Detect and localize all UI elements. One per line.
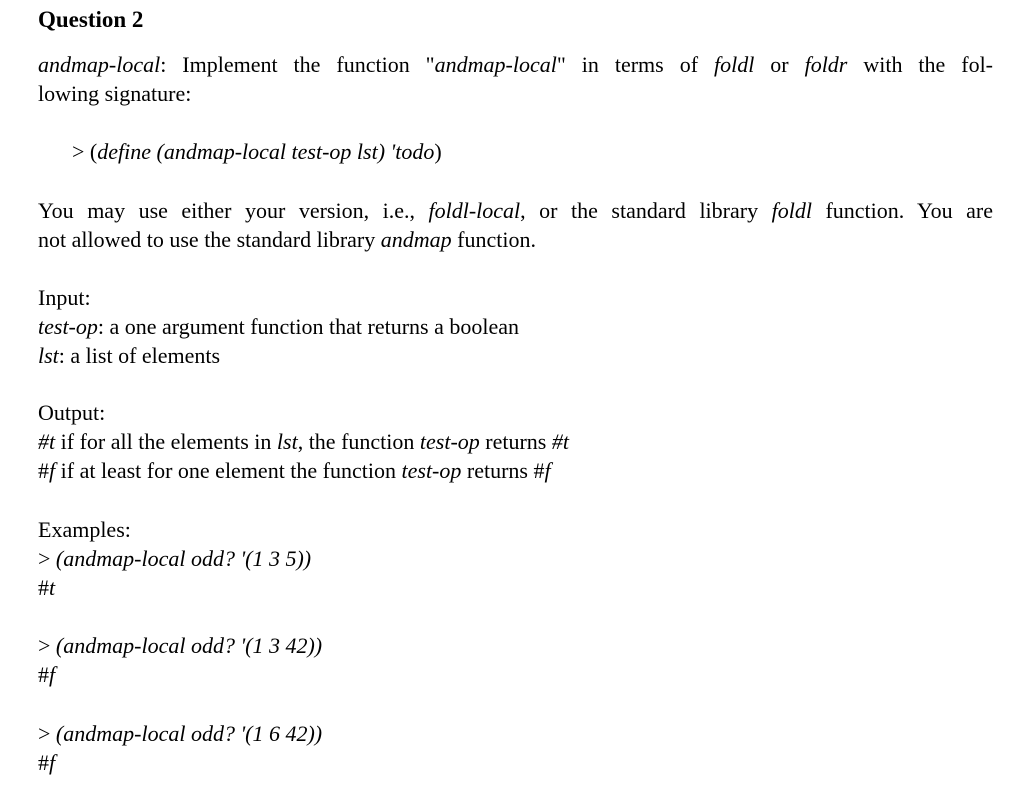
example-2-expr: (andmap-local odd? '(1 3 42))	[55, 633, 323, 658]
input-test-op	[38, 312, 993, 341]
output-f-value: f	[49, 458, 56, 483]
output-f-result-hash: #	[533, 458, 545, 483]
example-1-value: t	[49, 575, 56, 600]
output-t-result: #t	[551, 429, 569, 454]
output-true-value: #t	[38, 429, 56, 454]
usage-a: You may use either your version, i.e.,	[38, 198, 429, 223]
foldl-local-term: foldl-local	[428, 198, 521, 223]
intro-or: or	[754, 52, 805, 77]
examples-label: Examples:	[38, 517, 131, 542]
example-1-prompt: >	[38, 546, 56, 571]
example-2-prompt: >	[38, 633, 56, 658]
usage-line-1	[38, 196, 993, 225]
intro-text-a: : Implement the function "	[160, 52, 435, 77]
output-t-text-a: if for all the elements in	[55, 429, 277, 454]
intro-line-1	[38, 50, 993, 79]
intro-paragraph	[38, 50, 993, 108]
output-false-line	[38, 456, 993, 485]
usage-b: , or the standard library	[520, 198, 772, 223]
intro-line-2: lowing signature:	[38, 81, 192, 106]
output-t-test-op: test-op	[419, 429, 480, 454]
fn-name-quoted: andmap-local	[434, 52, 557, 77]
input-section	[38, 283, 993, 370]
output-t-lst: lst	[276, 429, 298, 454]
fn-name: andmap-local	[38, 52, 161, 77]
lst-name: lst	[38, 343, 59, 368]
foldl-term: foldl	[713, 52, 755, 77]
output-label: Output:	[38, 400, 106, 425]
signature-todo: 'todo	[390, 139, 435, 164]
output-f-text-b: returns	[461, 458, 534, 483]
example-2-hash: #	[38, 662, 49, 687]
output-t-text-c: returns	[479, 429, 552, 454]
example-1-hash: #	[38, 575, 49, 600]
input-lst	[38, 341, 993, 370]
example-1-call	[38, 544, 311, 573]
output-section	[38, 398, 993, 485]
example-3-value: f	[49, 750, 56, 775]
usage-c: function. You are	[811, 198, 994, 223]
intro-text-b: " in terms of	[556, 52, 714, 77]
example-3-call	[38, 719, 322, 748]
signature-prompt: >	[72, 139, 90, 164]
output-f-text-a: if at least for one element the function	[55, 458, 402, 483]
example-2-result	[38, 660, 55, 689]
output-true-line	[38, 427, 993, 456]
test-op-name: test-op	[38, 314, 98, 339]
question-heading: Question 2	[38, 7, 144, 32]
signature-call: (andmap-local test-op lst)	[151, 139, 391, 164]
example-3-expr: (andmap-local odd? '(1 6 42))	[55, 721, 323, 746]
example-1-result	[38, 573, 55, 602]
usage-line-2	[38, 225, 993, 254]
usage-paragraph	[38, 196, 993, 254]
andmap-term: andmap	[380, 227, 452, 252]
example-3-result	[38, 748, 55, 777]
usage-line2-b: function.	[451, 227, 536, 252]
signature-open: (	[89, 139, 98, 164]
test-op-desc: : a one argument function that returns a boolean	[97, 314, 520, 339]
input-label: Input:	[38, 285, 91, 310]
example-3-prompt: >	[38, 721, 56, 746]
lst-desc: : a list of elements	[58, 343, 221, 368]
output-t-text-b: , the function	[297, 429, 420, 454]
output-f-result: f	[544, 458, 551, 483]
signature-define: define	[97, 139, 152, 164]
output-f-test-op: test-op	[401, 458, 462, 483]
example-2-call	[38, 631, 322, 660]
signature-line	[72, 137, 442, 166]
output-f-hash: #	[38, 458, 49, 483]
foldr-term: foldr	[804, 52, 848, 77]
signature-close: )	[434, 139, 442, 164]
example-2-value: f	[49, 662, 56, 687]
foldl-term-2: foldl	[771, 198, 812, 223]
intro-text-c: with the fol-	[847, 52, 994, 77]
usage-line2-a: not allowed to use the standard library	[38, 227, 381, 252]
example-3-hash: #	[38, 750, 49, 775]
example-1-expr: (andmap-local odd? '(1 3 5))	[55, 546, 312, 571]
